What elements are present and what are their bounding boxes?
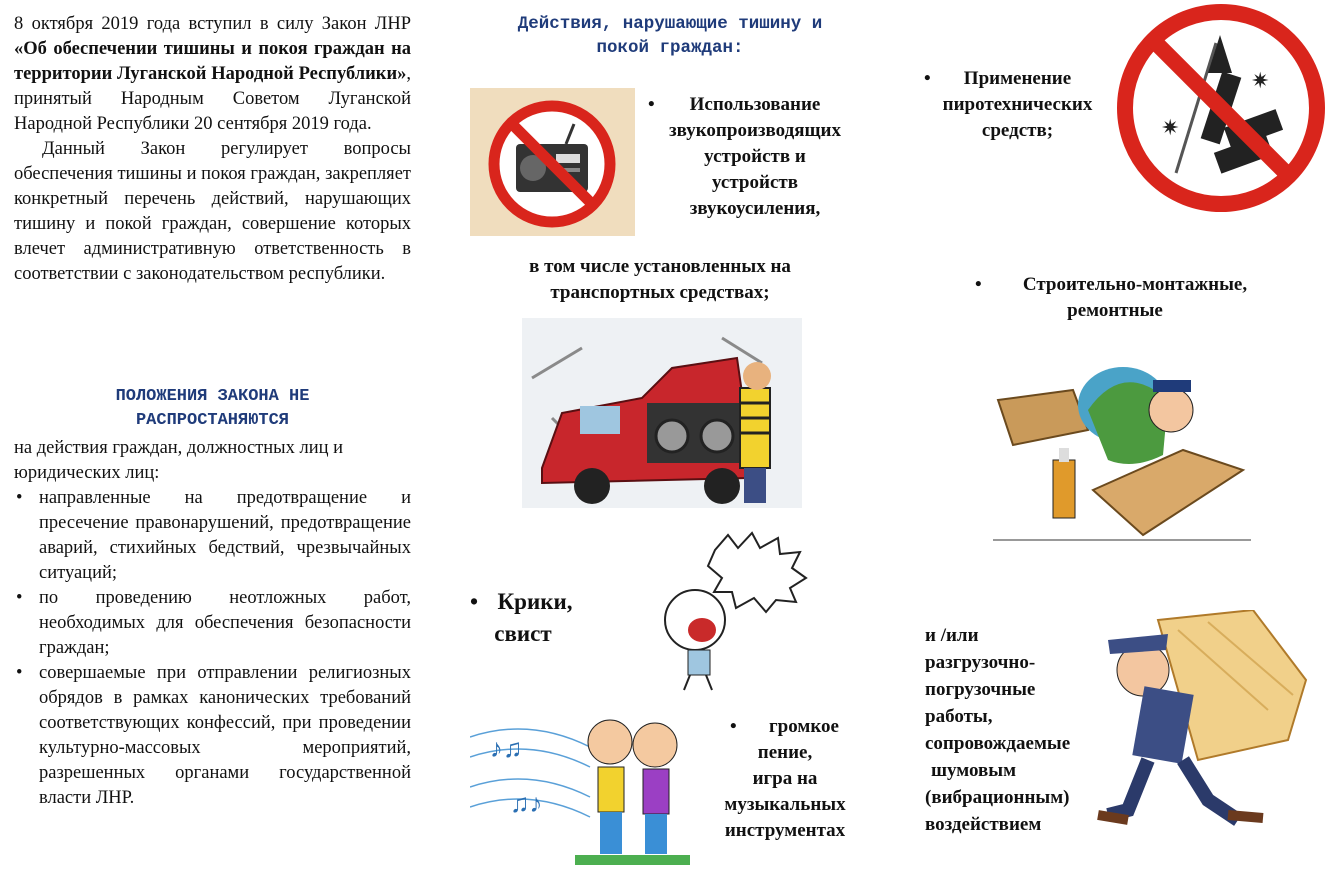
sound-devices-line: звукоусиления, xyxy=(689,198,821,219)
loading-line: работы, xyxy=(925,706,993,727)
svg-text:♫♪: ♫♪ xyxy=(510,789,543,818)
pyro-line1-wrap xyxy=(920,66,1115,92)
intro-text: 8 октября 2019 года вступил в силу Закон ЛНР xyxy=(14,14,411,34)
law-description: Данный Закон регулирует вопросы обеспечения тишины и покоя граждан, закрепляет конкретный перечень действий, нарушающих тишину и покой граждан, совершение которых влечет административную ответственность в соответствии с законодательством республики. xyxy=(14,139,411,284)
svg-text:✷: ✷ xyxy=(1251,68,1270,93)
singing-line1-wrap xyxy=(700,714,870,740)
svg-text:♪♫: ♪♫ xyxy=(490,734,523,763)
loader-icon xyxy=(1088,610,1308,832)
no-fireworks-icon xyxy=(1116,3,1326,213)
pyro-line: пиротехнических xyxy=(942,94,1093,115)
violations-heading-line1: Действия, нарушающие тишину и xyxy=(517,14,823,34)
loud-car-illustration xyxy=(522,318,802,508)
singing-line: громкое xyxy=(769,716,839,737)
sound-devices-line: устройств xyxy=(712,172,798,193)
pyro-line: Применение xyxy=(963,68,1072,89)
singing-line: музыкальных xyxy=(724,794,846,815)
intro-paragraph xyxy=(14,12,411,137)
vehicles-line2: транспортных средствах; xyxy=(550,282,770,303)
singing-icon xyxy=(470,707,690,865)
car-icon xyxy=(522,318,802,508)
singing-line: пение, xyxy=(757,742,813,763)
singing-line: игра на xyxy=(752,768,818,789)
vehicles-line1: в том числе установленных на xyxy=(529,256,791,277)
construction-line1-wrap xyxy=(975,272,1285,298)
list-item: • совершаемые при отправлении религиозных обрядов в рамках канонических требований соответствующих конфессий, при проведении культурно-массовых мероприятий, разрешенных органами государственной власти ЛНР. xyxy=(14,661,411,811)
bullet-marker: • xyxy=(924,68,931,89)
violation-sound-devices xyxy=(640,92,870,222)
bullet-marker: • xyxy=(975,274,982,295)
shouting-line1-wrap xyxy=(470,586,600,618)
exceptions-heading xyxy=(14,385,411,433)
violation-shouting xyxy=(470,586,600,650)
loader-illustration xyxy=(1088,610,1308,832)
sound-devices-line: звукопроизводящих xyxy=(668,120,841,141)
violation-pyrotechnics xyxy=(920,66,1115,144)
sound-devices-line: Использование xyxy=(689,94,821,115)
svg-text:✷: ✷ xyxy=(1161,115,1180,140)
singing-line: инструментах xyxy=(724,820,846,841)
exceptions-intro: на действия граждан, должностных лиц и юридических лиц: xyxy=(14,438,344,483)
no-radio-icon xyxy=(470,88,635,236)
violations-heading-line2: покой граждан: xyxy=(596,38,744,58)
loading-line: (вибрационным) xyxy=(925,787,1070,808)
violation-singing xyxy=(700,714,870,844)
shouting-line1: Крики, xyxy=(497,589,573,614)
no-fireworks-sign xyxy=(1116,3,1326,213)
shouting-line2: свист xyxy=(494,621,552,646)
builder-illustration xyxy=(993,360,1251,545)
exceptions-list xyxy=(14,486,411,811)
shouting-boy-illustration xyxy=(640,530,810,695)
list-item: • направленные на предотвращение и пресечение правонарушений, предотвращение аварий, стихийных бедствий, чрезвычайных ситуаций; xyxy=(14,486,411,586)
construction-line: ремонтные xyxy=(1067,300,1163,321)
shouting-icon xyxy=(640,530,810,695)
no-radio-sign xyxy=(470,88,635,236)
loading-line: и /или xyxy=(925,625,979,646)
loading-line: шумовым xyxy=(931,760,1017,781)
loading-line: сопровождаемые xyxy=(925,733,1071,754)
loading-line: погрузочные xyxy=(925,679,1036,700)
left-column xyxy=(14,12,411,287)
pyro-line: средств; xyxy=(981,120,1054,141)
law-title: «Об обеспечении тишины и покоя граждан на территории Луганской Народной Республики» xyxy=(14,39,411,84)
loading-line: воздействием xyxy=(925,814,1042,835)
violation-loading xyxy=(925,622,1115,838)
sound-devices-line1-wrap xyxy=(640,92,870,118)
vehicles-text xyxy=(470,254,850,306)
loading-line: разгрузочно- xyxy=(925,652,1036,673)
singing-kids-illustration xyxy=(470,707,690,865)
exceptions-heading-line2: РАСПРОСТАНЯЮТСЯ xyxy=(135,411,290,430)
bullet-marker: • xyxy=(470,589,479,614)
bullet-marker: • xyxy=(648,94,655,115)
violation-construction xyxy=(975,272,1285,324)
sound-devices-line: устройств и xyxy=(704,146,806,167)
exceptions-heading-line1: ПОЛОЖЕНИЯ ЗАКОНА НЕ xyxy=(115,387,310,406)
bullet-marker: • xyxy=(730,716,737,737)
violations-heading xyxy=(470,12,870,60)
list-item: • по проведению неотложных работ, необходимых для обеспечения безопасности граждан; xyxy=(14,586,411,661)
construction-line: Строительно-монтажные, xyxy=(1022,274,1248,295)
builder-icon xyxy=(993,360,1251,545)
intro-text-rest: , принятый Народным Советом Луганской Народной Республики 20 сентября 2019 года. xyxy=(14,64,411,134)
exceptions-block xyxy=(14,436,411,811)
